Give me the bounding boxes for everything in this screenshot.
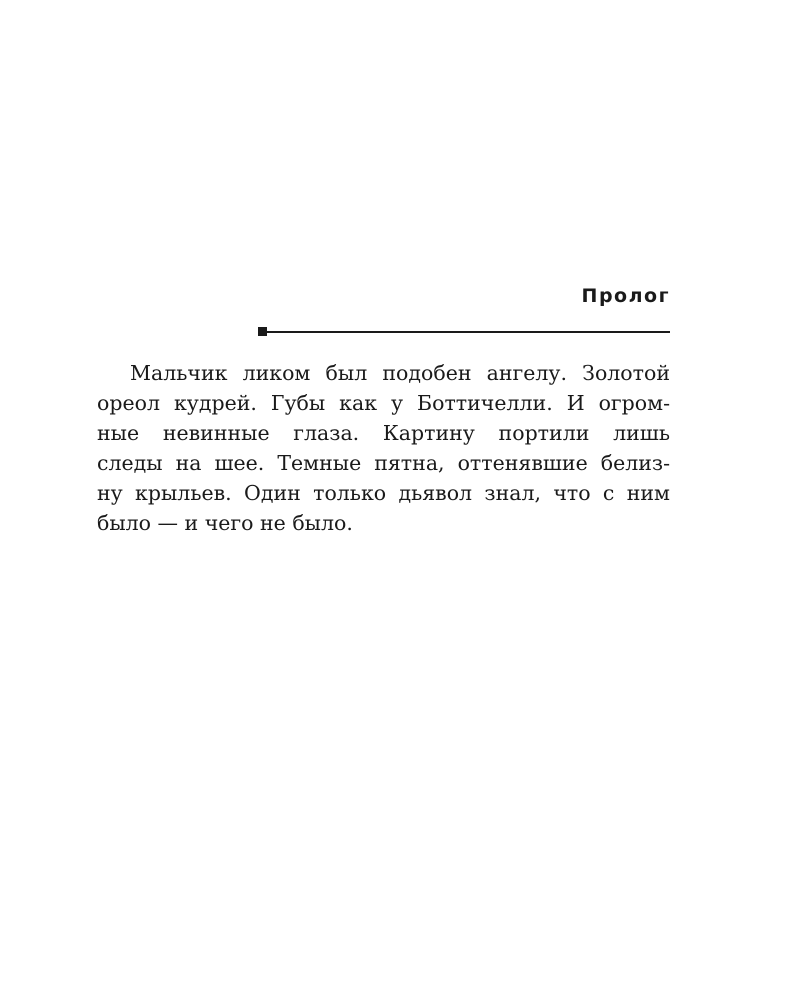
rule-square-ornament	[258, 327, 267, 336]
prologue-paragraph	[97, 358, 670, 538]
chapter-rule	[258, 327, 670, 337]
paragraph-line-6: было — и чего не было.	[97, 511, 353, 535]
paragraph-line-5: ну крыльев. Один только дьявол знал, что с ним	[97, 481, 670, 505]
chapter-title: Пролог	[581, 285, 670, 307]
paragraph-line-1: Мальчик ликом был подобен ангелу. Золотой	[130, 361, 670, 385]
paragraph-line-4: следы на шее. Темные пятна, оттенявшие белиз-	[97, 451, 670, 475]
chapter-header	[258, 282, 670, 337]
rule-line	[267, 331, 670, 333]
paragraph-line-3: ные невинные глаза. Картину портили лишь	[97, 421, 670, 445]
paragraph-line-2: ореол кудрей. Губы как у Боттичелли. И огром-	[97, 391, 670, 415]
